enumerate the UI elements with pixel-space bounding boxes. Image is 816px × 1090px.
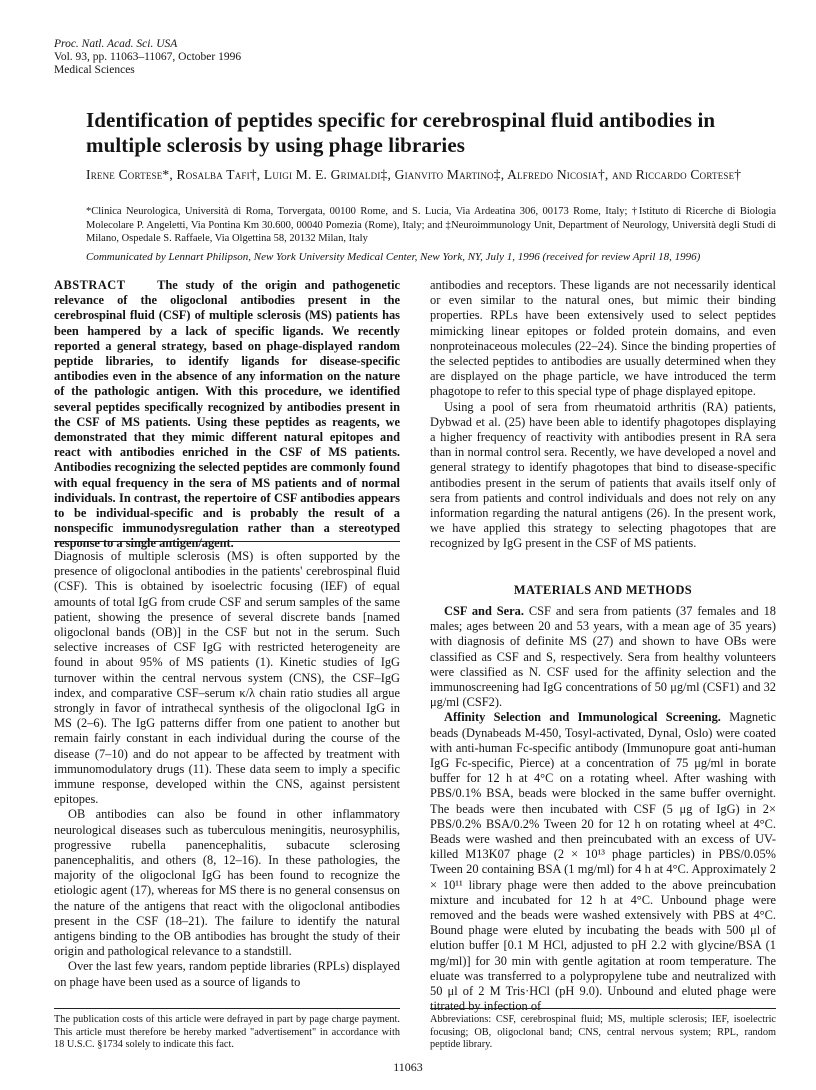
article-title: Identification of peptides specific for cerebrospinal fluid antibodies in multiple sclerosis by using phage libraries <box>86 108 716 157</box>
intro-left-column <box>54 549 400 990</box>
footnote-publication: The publication costs of this article were defrayed in part by page charge payment. This article must therefore be hereby marked "advertisement" in accordance with 18 U.S.C. §1734 solely to indicate this fact. <box>54 1014 400 1051</box>
subsection-heading: Affinity Selection and Immunological Screening. <box>444 710 721 725</box>
page-number: 11063 <box>393 1060 423 1074</box>
intro-paragraph: Using a pool of sera from rheumatoid arthritis (RA) patients, Dybwad et al. (25) have been able to identify phagotopes displaying a higher frequency of reactivity with antibodies present in RA sera than in normal control sera. Recently, we have developed a novel and general strategy to identify phagotopes that bind to disease-specific antibodies present in the serum of patients that avails itself only of sera from patients and control individuals and does not rely on any information regarding the natural antigens (26). In the present work, we have applied this strategy to selecting phagotopes that are recognized by IgG present in the CSF of MS patients. <box>430 399 776 551</box>
methods-text: CSF and sera from patients (37 females and 18 males; ages between 20 and 53 years, with a mean age of 35 years) with diagnosis of definite MS (27) and shown to have OBs were classified as CSF and S, respectively. Sera from healthy volunteers were classified as N. CSF used for the affinity selection and the immunoscreening had IgG concentrations of 50 μg/ml (CSF1) and 32 μg/ml (CSF2). <box>430 604 776 710</box>
subsection-heading: CSF and Sera. <box>444 604 524 618</box>
journal-header <box>54 38 241 77</box>
journal-volume: Vol. 93, pp. 11063–11067, October 1996 <box>54 51 242 63</box>
footnote-divider <box>54 1008 400 1009</box>
journal-name: Proc. Natl. Acad. Sci. USA <box>54 38 178 50</box>
methods-paragraph <box>430 604 776 710</box>
intro-paragraph: Over the last few years, random peptide libraries (RPLs) displayed on phage have been used as a source of ligands to <box>54 959 400 989</box>
journal-section: Medical Sciences <box>54 64 135 76</box>
footnote-abbreviations: Abbreviations: CSF, cerebrospinal fluid; MS, multiple sclerosis; IEF, isoelectric focusing; OB, oligoclonal band; CNS, central nervous system; RPL, random peptide library. <box>430 1014 776 1051</box>
communicated-by: Communicated by Lennart Philipson, New York University Medical Center, New York, NY, July 1, 1996 (received for review April 18, 1996) <box>86 251 701 263</box>
methods-column <box>430 604 776 1014</box>
methods-text: Magnetic beads (Dynabeads M-450, Tosyl-activated, Dynal, Oslo) were coated with anti-human Fc-specific antibody (Immunopure goat anti-human IgG Fc-specific, Pierce) at a concentration of 75 μg/ml in borate buffer for 12 h at 4°C on a rotating wheel. After washing with PBS/0.1% BSA, beads were blocked in the same buffer overnight. The beads were then incubated with CSF (5 μg of IgG) in 2× PBS/0.2% BSA/0.2% Tween 20 for 12 h on rotating wheel at 4°C. Beads were washed and then preincubated with an excess of UV-killed M13K07 phage (2 × 10¹³ phage particles) in PBS/0.05% Tween 20 containing BSA (1 mg/ml) for 4 h at 4°C. Approximately 2 × 10¹¹ library phage were then added to the above preincubation mixture and incubated for 12 h at 4°C. Unbound phage were removed and the beads were washed extensively with PBS at 4°C. Bound phage were eluted by incubating the beads with 500 μl of elution buffer [0.1 M HCl, adjusted to pH 2.2 with glycine/BSA (1 mg/ml)] for 30 min with gentle agitation at room temperature. The eluate was transferred to a polypropylene tube and neutralized with 50 μl of 2 M Tris·HCl (pH 9.0). Unbound and eluted phage were titrated by infection of <box>430 710 776 1014</box>
affiliations: *Clinica Neurologica, Università di Roma, Torvergata, 00100 Rome, and S. Lucia, Via Ardeatina 306, 00173 Rome, Italy; †Istituto di Ricerche di Biologia Molecolare P. Angeletti, Via Pontina Km 30.600, 00040 Pomezia (Rome), Italy; and ‡Neuroimmunology Unit, Department of Neurology, Università degli Studi di Milano, Ospedale S. Raffaele, Via Olgettina 58, 20132 Milan, Italy <box>86 206 776 244</box>
author-list: Irene Cortese*, Rosalba Tafi†, Luigi M. E. Grimaldi‡, Gianvito Martino‡, Alfredo Nicosia†, and Riccardo Cortese† <box>86 167 742 182</box>
methods-paragraph <box>430 710 776 1014</box>
abstract <box>54 278 400 552</box>
intro-right-column <box>430 278 776 552</box>
abstract-text: The study of the origin and pathogenetic relevance of the oligoclonal antibodies present in the cerebrospinal fluid (CSF) of multiple sclerosis (MS) patients has been hampered by a lack of specific ligands. We recently reported a general strategy, based on phage-displayed random peptide libraries, to identify ligands for disease-specific antibodies even in the absence of any information on the nature of the pathologic antigen. With this procedure, we identified several peptides specifically recognized by antibodies present in the CSF of MS patients. Using these peptides as reagents, we demonstrated that they mimic different natural epitopes and react with antibodies enriched in the CSF of MS patients. Antibodies recognizing the selected peptides are commonly found with equal frequency in the sera of MS patients and of normal individuals. In contrast, the repertoire of CSF antibodies appears to be individual-specific and is probably the result of a nonspecific immunodysregulation rather than a stereotyped response to a single antigen/agent. <box>54 278 401 551</box>
intro-paragraph: OB antibodies can also be found in other inflammatory neurological diseases such as tuberculous meningitis, neurosyphilis, progressive rubella panencephalitis, subacute sclerosing panencephalitis, and others (8, 12–16). In these pathologies, the majority of the oligoclonal IgG has been found to recognize the etiologic agent (17), whereas for MS there is no general consensus on the nature of the antigens that react with the oligoclonal antibodies present in the CSF (18–21). The failure to identify the natural antigens binding to the OB antibodies has brought the study of their origin and pathological relevance to a standstill. <box>54 807 400 959</box>
footnote-divider <box>430 1008 776 1009</box>
abstract-heading: ABSTRACT <box>54 278 126 292</box>
intro-paragraph: Diagnosis of multiple sclerosis (MS) is often supported by the presence of oligoclonal antibodies in the patients' cerebrospinal fluid (CSF). This is obtained by isoelectric focusing (IEF) of equal amounts of total IgG from crude CSF and serum samples of the same patient, showing the presence of several discrete bands [named oligoclonal bands (OB)] in the CSF but not in the serum. Such selective increases of CSF IgG with restricted heterogeneity are found in about 95% of MS patients (1). Kinetic studies of IgG turnover within the central nervous system (CNS), the CSF–IgG index, and comparative CSF–serum κ/λ chain ratio studies all argue strongly in favor of intrathecal synthesis of the oligoclonal IgG in MS (2–6). The IgG patterns differ from one patient to another but remain fairly constant in each individual during the course of the disease (7–10) and do not appear to be affected by treatment with immunomodulatory drugs (11). These data seem to imply a specific immune response, developed within the CNS, against persistent epitopes. <box>54 549 400 807</box>
section-heading: MATERIALS AND METHODS <box>513 583 693 597</box>
intro-paragraph: antibodies and receptors. These ligands are not necessarily identical or even similar to the natural ones, but mimic their binding properties. RPLs have been extensively used to select peptides mimicking linear epitopes or folded protein domains, and even nonproteinaceous molecules (22–24). Since the binding properties of the selected peptides to antibodies are usually determined when they are displayed on the phage particle, we have introduced the term phagotope to refer to this special type of phage displayed epitope. <box>430 278 776 399</box>
abstract-divider <box>54 541 400 542</box>
